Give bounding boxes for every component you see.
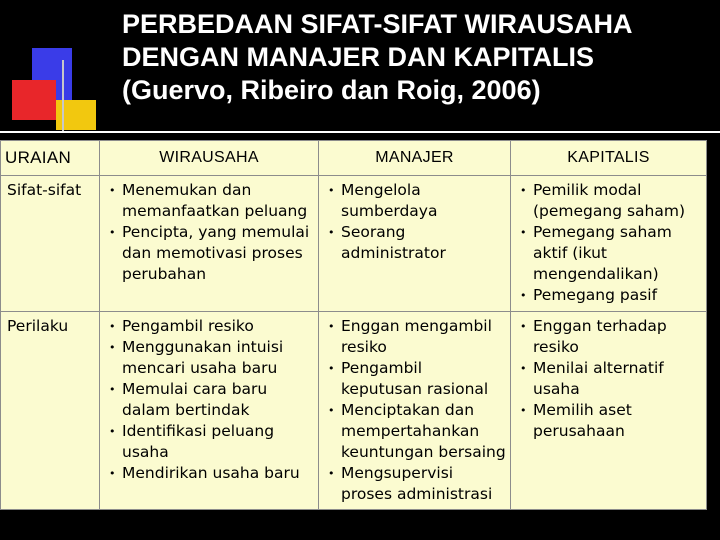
- cell-wirausaha: [100, 312, 319, 510]
- title-line-1: PERBEDAAN SIFAT-SIFAT WIRAUSAHA: [122, 9, 633, 39]
- comparison-table: [0, 140, 707, 510]
- list-item: • Identifikasi peluang usaha: [104, 421, 314, 463]
- cell-wirausaha: [100, 176, 319, 312]
- deco-vertical-line: [62, 60, 64, 132]
- list-item: • Pengambil resiko: [104, 316, 314, 337]
- list-item: • Enggan terhadap resiko: [515, 316, 702, 358]
- slide-title: [122, 8, 712, 107]
- header-kapitalis: KAPITALIS: [511, 141, 707, 176]
- title-line-3: (Guervo, Ribeiro dan Roig, 2006): [122, 75, 541, 105]
- cell-manajer: [319, 176, 511, 312]
- list-item: • Mengelola sumberdaya: [323, 180, 506, 222]
- list-item: • Seorang administrator: [323, 222, 506, 264]
- list-item: • Menemukan dan memanfaatkan peluang: [104, 180, 314, 222]
- header-wirausaha: WIRAUSAHA: [100, 141, 319, 176]
- cell-kapitalis: [511, 176, 707, 312]
- table-header-row: [1, 141, 707, 176]
- header-manajer: MANAJER: [319, 141, 511, 176]
- list-item: • Mengsupervisi proses administrasi: [323, 463, 506, 505]
- table-row: [1, 312, 707, 510]
- list-item: • Memulai cara baru dalam bertindak: [104, 379, 314, 421]
- list-item: • Pencipta, yang memulai dan memotivasi proses perubahan: [104, 222, 314, 285]
- cell-manajer: [319, 312, 511, 510]
- list-item: • Mendirikan usaha baru: [104, 463, 314, 484]
- cell-kapitalis: [511, 312, 707, 510]
- list-item: • Pengambil keputusan rasional: [323, 358, 506, 400]
- table-row: [1, 176, 707, 312]
- list-item: • Menciptakan dan mempertahankan keuntungan bersaing: [323, 400, 506, 463]
- list-item: • Enggan mengambil resiko: [323, 316, 506, 358]
- row-label-sifat: Sifat-sifat: [1, 176, 100, 312]
- list-item: • Menilai alternatif usaha: [515, 358, 702, 400]
- title-line-2: DENGAN MANAJER DAN KAPITALIS: [122, 42, 595, 72]
- header-uraian: URAIAN: [1, 141, 100, 176]
- deco-red-block: [12, 80, 56, 120]
- row-label-perilaku: Perilaku: [1, 312, 100, 510]
- list-item: • Memilih aset perusahaan: [515, 400, 702, 442]
- list-item: • Pemilik modal (pemegang saham): [515, 180, 702, 222]
- list-item: • Pemegang saham aktif (ikut mengendalikan): [515, 222, 702, 285]
- title-divider: [0, 131, 720, 133]
- list-item: • Pemegang pasif: [515, 285, 702, 306]
- list-item: • Menggunakan intuisi mencari usaha baru: [104, 337, 314, 379]
